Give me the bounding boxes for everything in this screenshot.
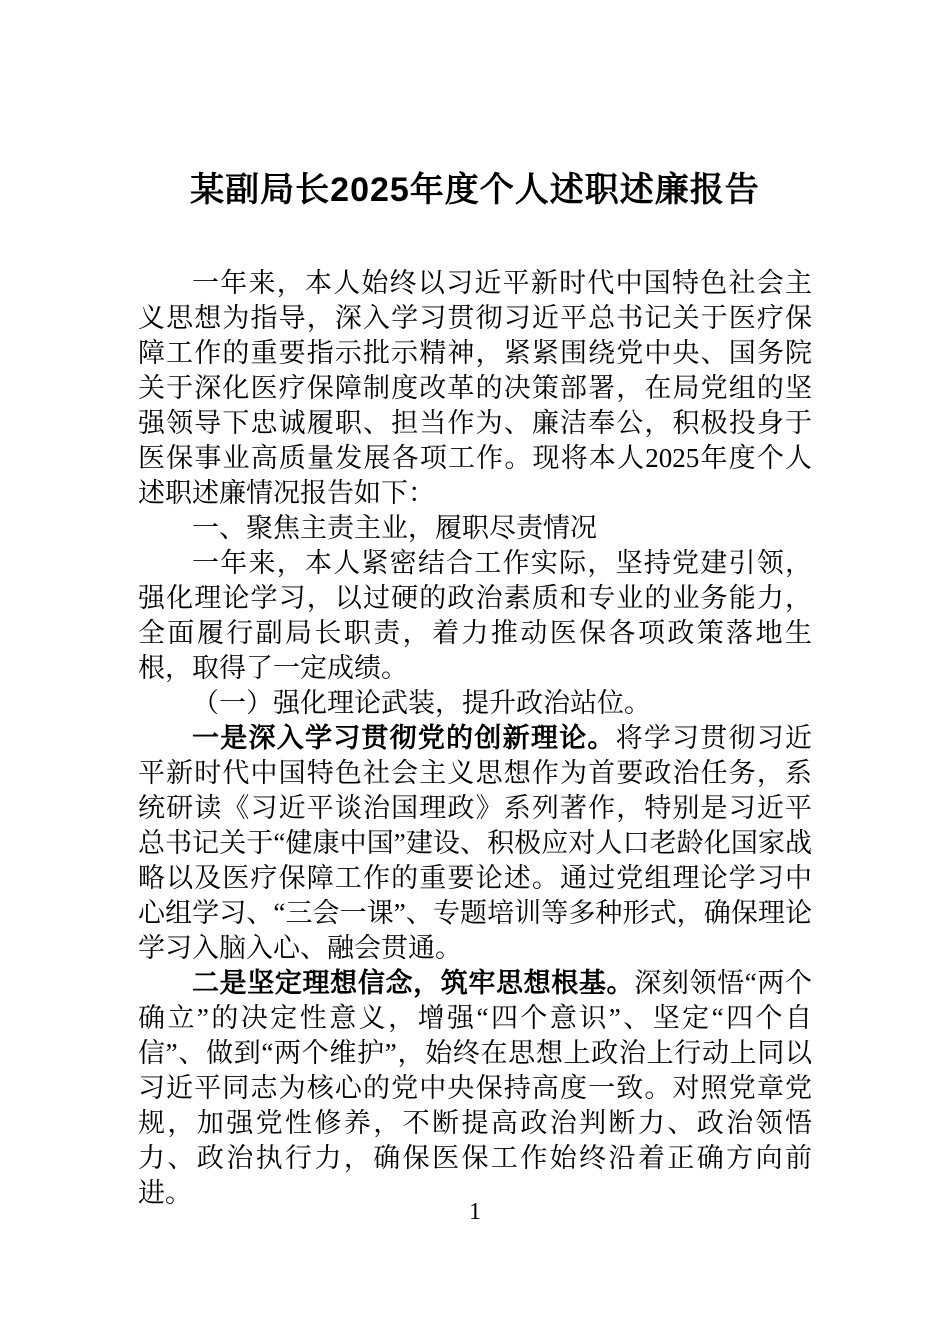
paragraph-point-2 [138,966,812,1211]
paragraph-point-2-lead: 二是坚定理想信念，筑牢思想根基。 [192,968,635,999]
paragraph-point-1-text: 将学习贯彻习近平新时代中国特色社会主义思想作为首要政治任务，系统研读《习近平谈治国理政》系列著作，特别是习近平总书记关于“健康中国”建设、积极应对人口老龄化国家战略以及医疗保障工作的重要论述。通过党组理论学习中心组学习、“三会一课”、专题培训等多种形式，确保理论学习入脑入心、融会贯通。 [138,723,813,964]
paragraph-point-1 [138,721,812,966]
section-heading-1: 一、聚焦主责主业，履职尽责情况 [192,513,597,544]
document-body [138,266,812,1211]
subsection-heading-1: （一）强化理论武装，提升政治站位。 [192,688,651,719]
page-number: 1 [469,1199,481,1225]
paragraph-point-1-lead: 一是深入学习贯彻党的创新理论。 [192,723,616,754]
paragraph-intro: 一年来，本人始终以习近平新时代中国特色社会主义思想为指导，深入学习贯彻习近平总书记关于医疗保障工作的重要指示批示精神，紧紧围绕党中央、国务院关于深化医疗保障制度改革的决策部署，在局党组的坚强领导下忠诚履职、担当作为、廉洁奉公，积极投身于医保事业高质量发展各项工作。现将本人2025年度个人述职述廉情况报告如下： [138,268,812,509]
document-title: 某副局长2025年度个人述职述廉报告 [190,171,760,209]
paragraph-point-2-text: 深刻领悟“两个确立”的决定性意义，增强“四个意识”、坚定“四个自信”、做到“两个维护”，始终在思想上政治上行动上同以习近平同志为核心的党中央保持高度一致。对照党章党规，加强党性修养，不断提高政治判断力、政治领悟力、政治执行力，确保医保工作始终沿着正确方向前进。 [138,968,813,1209]
paragraph-section-overview: 一年来，本人紧密结合工作实际，坚持党建引领，强化理论学习，以过硬的政治素质和专业的业务能力，全面履行副局长职责，着力推动医保各项政策落地生根，取得了一定成绩。 [138,548,812,684]
